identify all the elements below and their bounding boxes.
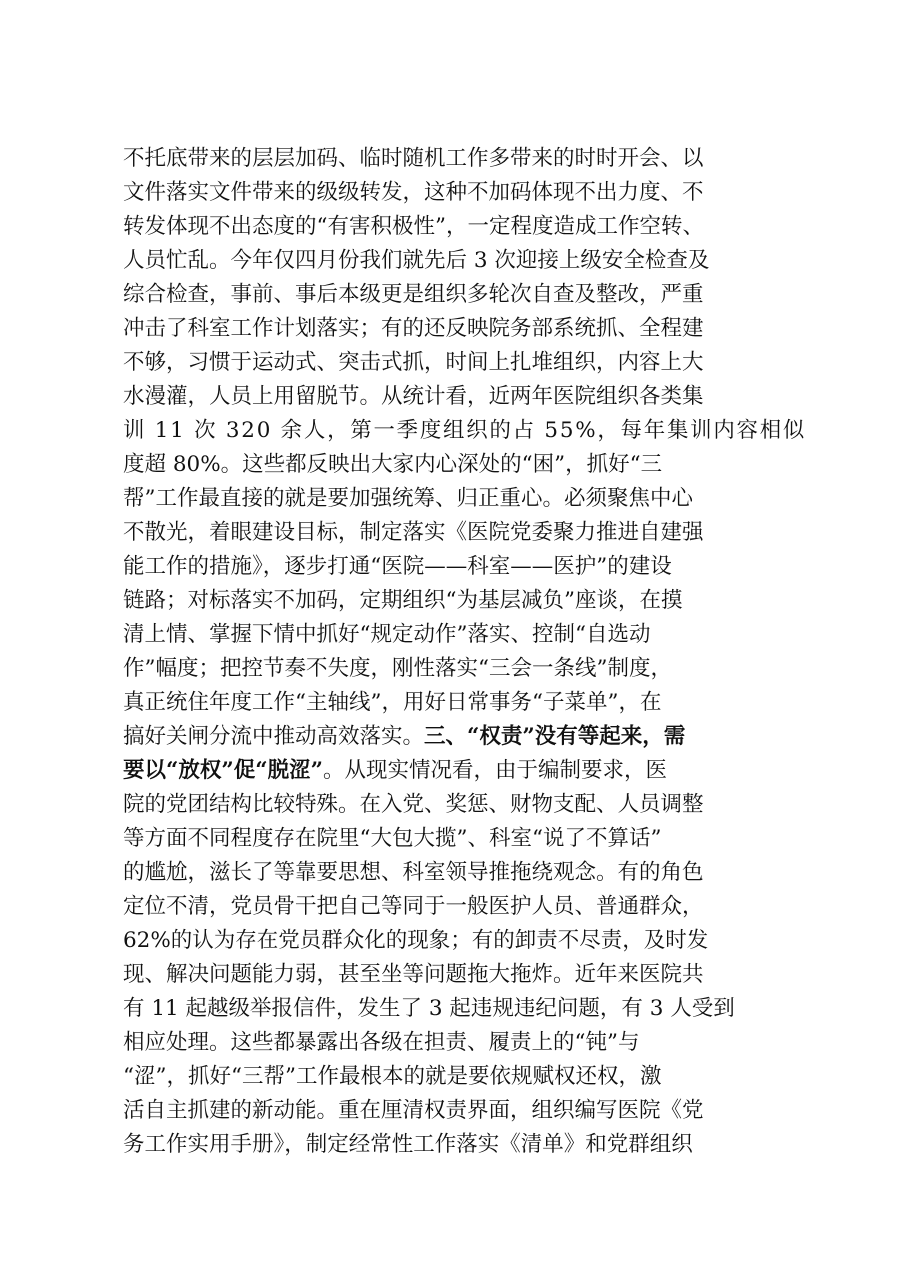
text-line	[123, 1128, 806, 1162]
text-line	[123, 584, 806, 618]
text-line	[123, 890, 806, 924]
text-line	[123, 754, 806, 788]
line-text: 等方面不同程度存在院里“大包大揽”、科室“说了不算话”	[123, 826, 662, 851]
line-text: 清上情、掌握下情中抓好“规定动作”落实、控制“自选动	[123, 622, 651, 647]
line-text: 度超 80%。这些都反映出大家内心深处的“困”，抓好“三	[123, 452, 663, 477]
bold-heading-text: 要以“放权”促“脱涩”	[123, 758, 323, 783]
line-text: 链路；对标落实不加码，定期组织“为基层减负”座谈，在摸	[123, 588, 683, 613]
text-line	[123, 516, 806, 550]
line-text: 转发体现不出态度的“有害积极性”，一定程度造成工作空转、	[123, 214, 704, 239]
line-text: 冲击了科室工作计划落实；有的还反映院务部系统抓、全程建	[123, 316, 704, 341]
text-line	[123, 244, 806, 278]
text-line	[123, 686, 806, 720]
line-text: 人员忙乱。今年仅四月份我们就先后 3 次迎接上级安全检查及	[123, 248, 710, 273]
bold-heading-text: 三、“权责”没有等起来，需	[424, 724, 686, 749]
text-line	[123, 482, 806, 516]
text-line	[123, 1060, 806, 1094]
body-text	[123, 142, 806, 1162]
text-line	[123, 142, 806, 176]
line-text: 院的党团结构比较特殊。在入党、奖惩、财物支配、人员调整	[123, 792, 704, 817]
text-line	[123, 788, 806, 822]
text-line	[123, 992, 806, 1026]
line-text: 能工作的措施》，逐步打通“医院——科室——医护”的建设	[123, 554, 672, 579]
line-text: 相应处理。这些都暴露出各级在担责、履责上的“钝”与	[123, 1030, 640, 1055]
line-text: 真正统住年度工作“主轴线”，用好日常事务“子菜单”，在	[123, 690, 662, 715]
text-line	[123, 380, 806, 414]
line-text: 搞好关闸分流中推动高效落实。	[123, 724, 425, 749]
text-line	[123, 278, 806, 312]
line-text: 现、解决问题能力弱，甚至坐等问题拖大拖炸。近年来医院共	[123, 962, 704, 987]
line-text: 活自主抓建的新动能。重在厘清权责界面，组织编写医院《党	[123, 1098, 704, 1123]
line-text: 不散光，着眼建设目标，制定落实《医院党委聚力推进自建强	[123, 520, 704, 545]
text-line	[123, 414, 806, 448]
line-text: 作”幅度；把控节奏不失度，刚性落实“三会一条线”制度，	[123, 656, 672, 681]
line-text: 务工作实用手册》，制定经常性工作落实《清单》和党群组织	[123, 1132, 693, 1157]
text-line	[123, 1094, 806, 1128]
line-text: 训 11 次 320 余人，第一季度组织的占 55%，每年集训内容相似	[123, 418, 806, 443]
line-text: 不托底带来的层层加码、临时随机工作多带来的时时开会、以	[123, 146, 704, 171]
line-text: 。从现实情况看，由于编制要求，医	[322, 758, 667, 783]
text-line	[123, 822, 806, 856]
line-text: 62%的认为存在党员群众化的现象；有的卸责不尽责，及时发	[123, 928, 709, 953]
text-line	[123, 176, 806, 210]
text-line	[123, 618, 806, 652]
line-text: 不够，习惯于运动式、突击式抓，时间上扎堆组织，内容上大	[123, 350, 704, 375]
line-text: 定位不清，党员骨干把自己等同于一般医护人员、普通群众，	[123, 894, 704, 919]
text-line	[123, 720, 806, 754]
line-text: 的尴尬，滋长了等靠要思想、科室领导推拖绕观念。有的角色	[123, 860, 704, 885]
text-line	[123, 958, 806, 992]
line-text: 帮”工作最直接的就是要加强统筹、归正重心。必须聚焦中心	[123, 486, 693, 511]
text-line	[123, 210, 806, 244]
text-line	[123, 448, 806, 482]
text-line	[123, 924, 806, 958]
text-line	[123, 550, 806, 584]
line-text: 水漫灌，人员上用留脱节。从统计看，近两年医院组织各类集	[123, 384, 704, 409]
text-line	[123, 1026, 806, 1060]
text-line	[123, 312, 806, 346]
line-text: 文件落实文件带来的级级转发，这种不加码体现不出力度、不	[123, 180, 704, 205]
line-text: 综合检查，事前、事后本级更是组织多轮次自查及整改，严重	[123, 282, 704, 307]
text-line	[123, 856, 806, 890]
text-line	[123, 652, 806, 686]
text-line	[123, 346, 806, 380]
line-text: “涩”，抓好“三帮”工作最根本的就是要依规赋权还权，激	[123, 1064, 662, 1089]
line-text: 有 11 起越级举报信件，发生了 3 起违规违纪问题，有 3 人受到	[123, 996, 735, 1021]
